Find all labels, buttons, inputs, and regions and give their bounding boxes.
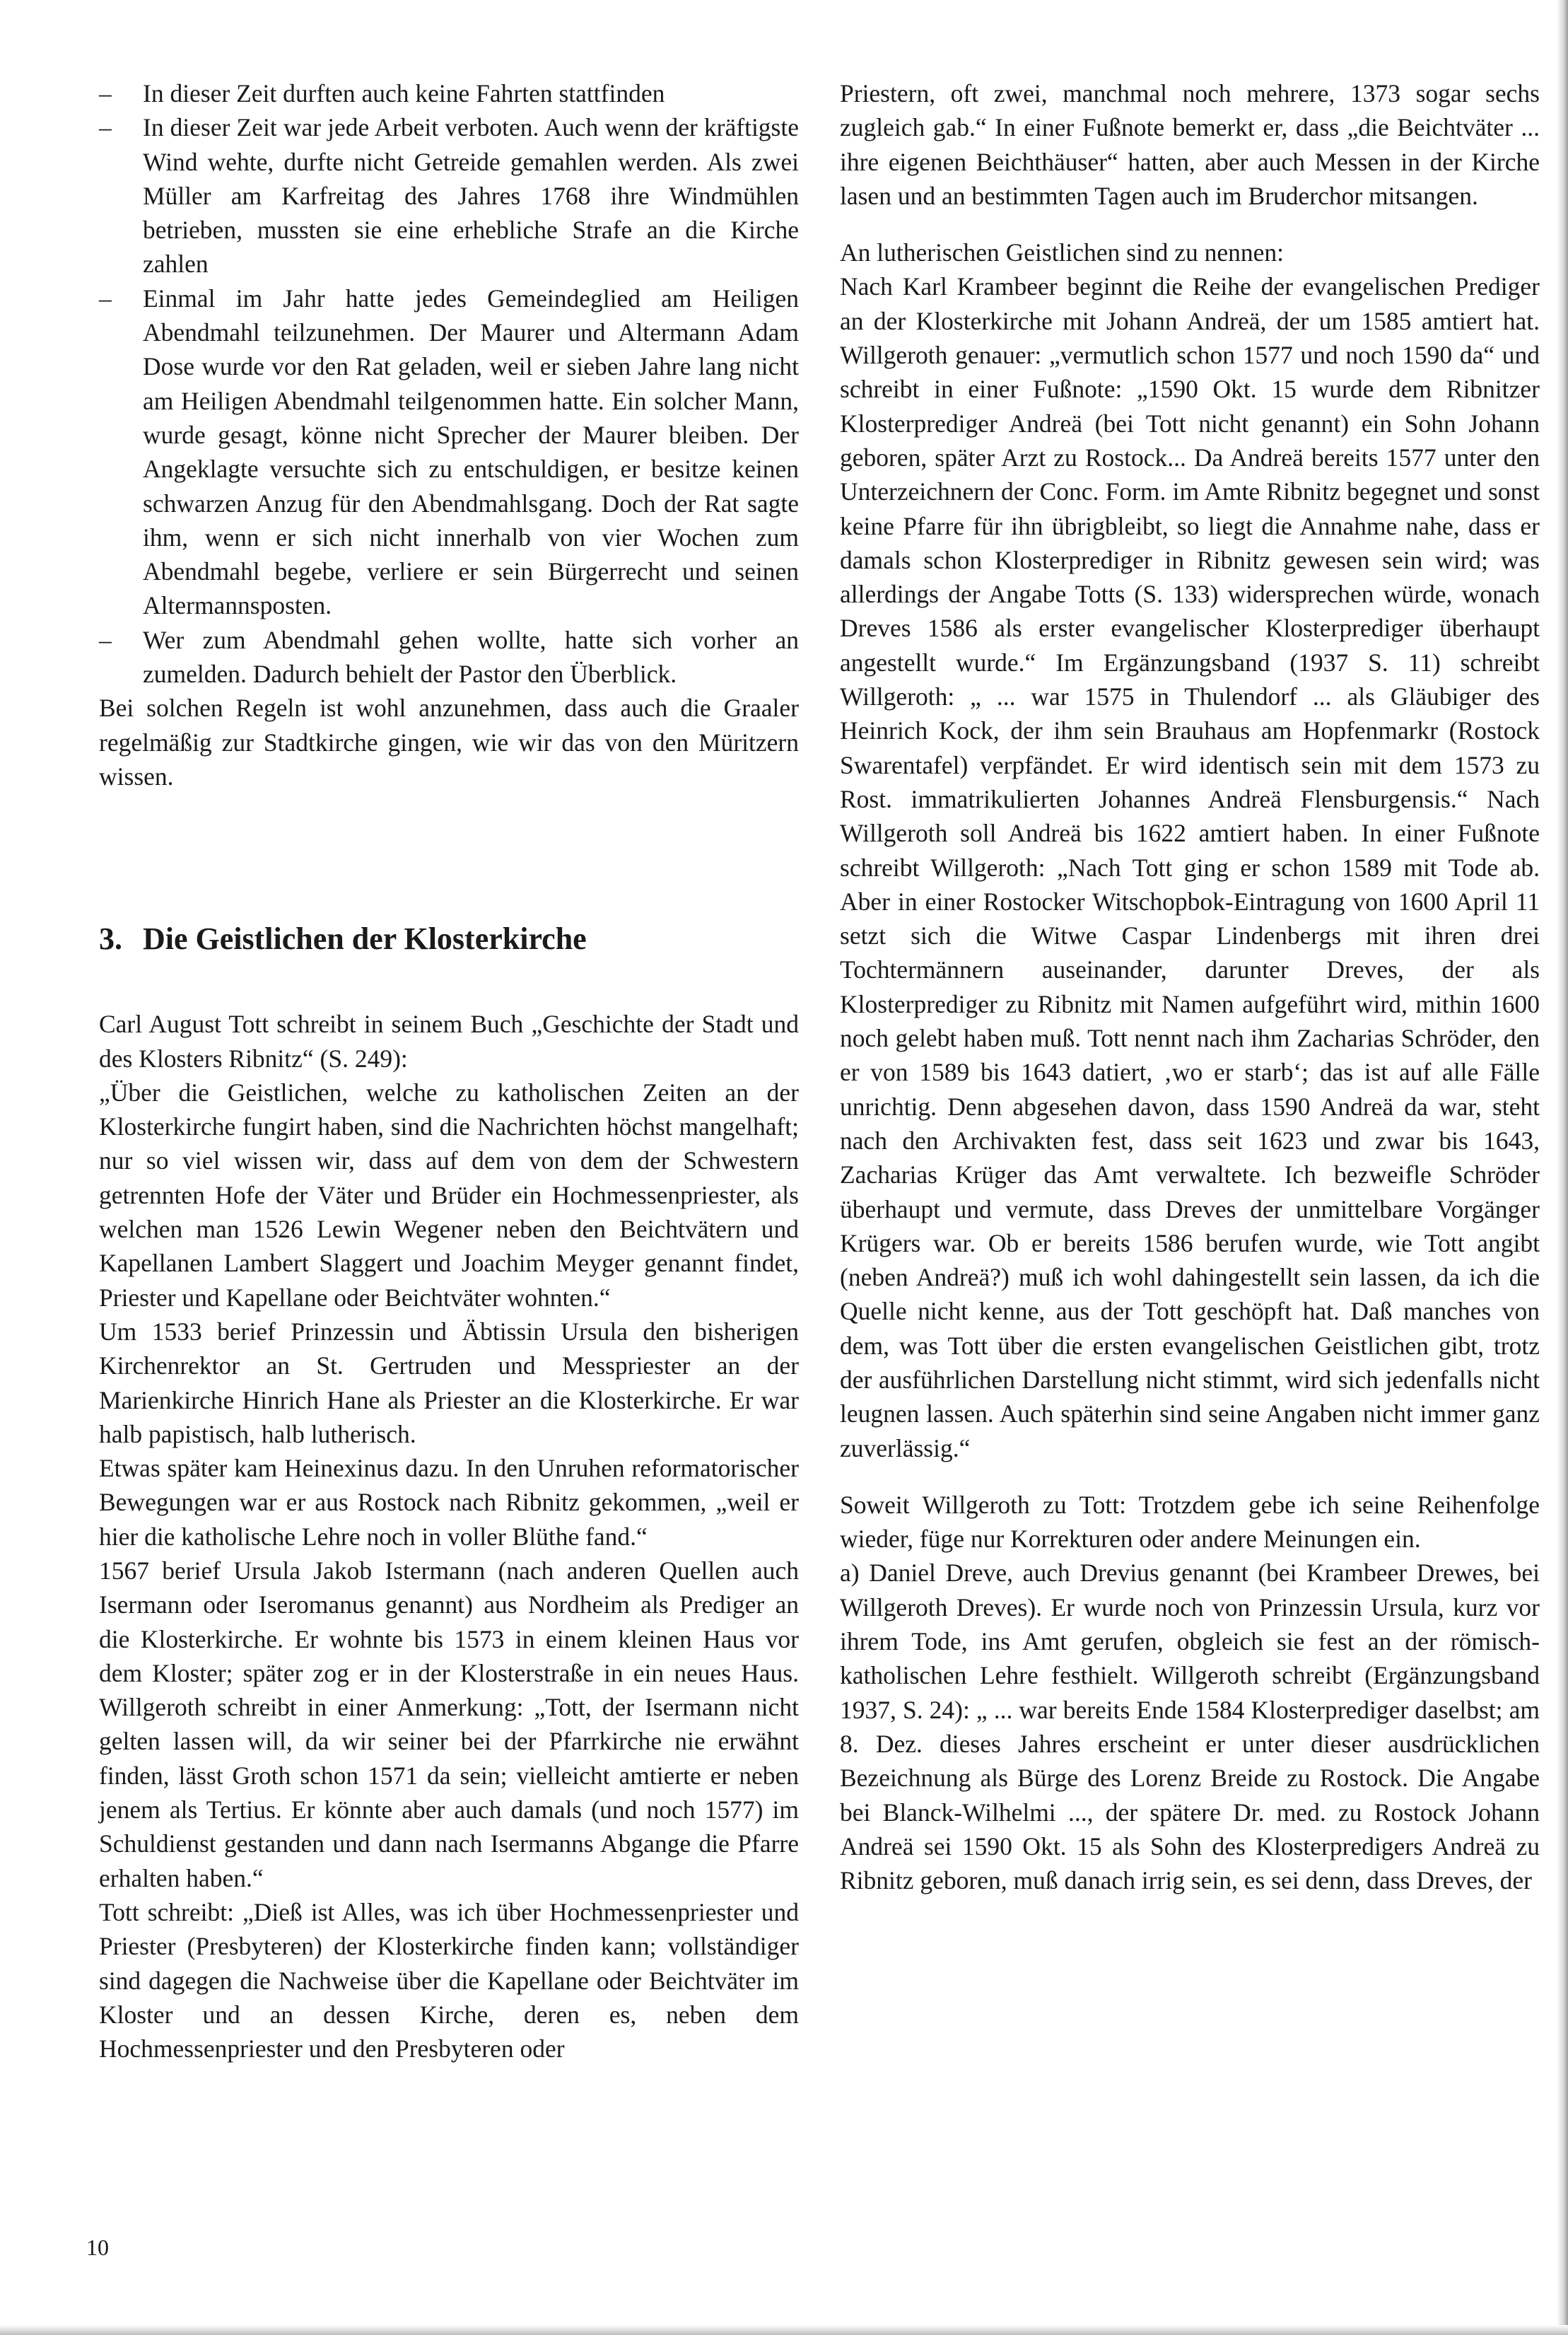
paragraph: Nach Karl Krambeer beginnt die Reihe der evangelischen Prediger an der Klosterkirche mit Johann Andreä, der um 1585 amtiert hat. Willgeroth genauer: „vermutlich schon 1577 und noch 1590 da“ und schreibt in einer Fußnote: „1590 Okt. 15 wurde dem Ribnitzer Klosterprediger Andreä (bei Tott nicht genannt) ein Sohn Johann geboren, später Arzt zu Rostock... Da Andreä bereits 1577 unter den Unterzeichnern der Conc. Form. im Amte Ribnitz begegnet und sonst keine Pfarre für ihn übrigbleibt, so liegt die Annahme nahe, dass er damals schon Klosterprediger in Ribnitz gewesen sein wird; was allerdings der Angabe Totts (S. 133) widersprechen würde, wonach Dreves 1586 als erster evangelischer Klosterprediger überhaupt angestellt wurde.“ Im Ergänzungsband (1937 S. 11) schreibt Willgeroth: „ ... war 1575 in Thulendorf ... als Gläubiger des Heinrich Kock, der ihm sein Brauhaus am Hopfenmarkr (Rostock Swarentafel) verpfändet. Er wird identisch sein mit dem 1573 zu Rost. immatrikulierten Johannes Andreä Flensburgensis.“ Nach Willgeroth soll Andreä bis 1622 amtiert haben. In einer Fußnote schreibt Willgeroth: „Nach Tott ging er schon 1589 mit Tode ab. Aber in einer Rostocker Witschopbok-Eintragung von 1600 April 11 setzt sich die Witwe Caspar Lindenbergs mit ihren drei Tochtermännern auseinander, darunter Dreves, der als Klosterprediger zu Ribnitz mit Namen aufgeführt wird, mithin 1600 noch gelebt haben muß. Tott nennt nach ihm Zacharias Schröder, den er von 1589 bis 1643 datiert, ‚wo er starb‘; das ist auf alle Fälle unrichtig. Denn abgesehen davon, dass 1590 Andreä da war, steht nach den Archivakten fest, dass seit 1623 und zwar bis 1643, Zacharias Krüger das Amt verwaltete. Ich bezweifle Schröder überhaupt und vermute, dass Dreves der unmittelbare Vorgänger Krügers war. Ob er bereits 1586 berufen wurde, wie Tott angibt (neben Andreä?) muß ich wohl dahingestellt sein lassen, da ich die Quelle nicht kenne, aus der Tott geschöpft hat. Daß manches von dem, was Tott über die ersten evangelischen Geistlichen gibt, trotz der ausführlichen Darstellung nicht stimmt, wird sich jedenfalls nicht leugnen lassen. Auch späterhin sind seine Angaben nicht immer ganz zuverlässig.“ — [840, 272, 1540, 1462]
paragraph: An lutherischen Geistlichen sind zu nennen: — [840, 238, 1284, 267]
list-item: – Wer zum Abendmahl gehen wollte, hatte sich vorher an zumelden. Dadurch behielt der Pastor den Überblick. — [99, 623, 799, 692]
paragraph: Carl August Tott schreibt in seinem Buch „Geschichte der Stadt und des Klosters Ribnitz“ (S. 249): — [99, 1010, 799, 1073]
right-column — [840, 76, 1540, 1897]
paragraph: Etwas später kam Heinexinus dazu. In den Unruhen reformatorischer Bewegungen war er aus Rostock nach Ribnitz gekommen, „weil er hier die katholische Lehre noch in voller Blüthe fand.“ — [99, 1454, 799, 1551]
paragraph: Bei solchen Regeln ist wohl anzunehmen, dass auch die Graaler regelmäßig zur Stadtkirche gingen, wie wir das von den Müritzern wissen. — [99, 694, 799, 791]
list-item: – In dieser Zeit durften auch keine Fahrten stattfinden — [99, 76, 799, 110]
paragraph: Soweit Willgeroth zu Tott: Trotzdem gebe ich seine Reihenfolge wieder, füge nur Korrekturen oder andere Meinungen ein. — [840, 1490, 1540, 1554]
page-edge-shadow — [0, 2325, 1568, 2335]
paragraph: Um 1533 berief Prinzessin und Äbtissin Ursula den bisherigen Kirchenrektor an St. Gertruden und Messpriester an der Marienkirche Hinrich Hane als Priester an die Klosterkirche. Er war halb papistisch, halb lutherisch. — [99, 1317, 799, 1448]
paragraph: Priestern, oft zwei, manchmal noch mehrere, 1373 sogar sechs zugleich gab.“ In einer Fußnote bemerkt er, dass „die Beichtväter ... ihre eigenen Beichthäuser“ hatten, aber auch Messen in der Kirche lasen und an bestimmten Tagen auch im Bruderchor mitsangen. — [840, 79, 1540, 210]
bullet-list — [99, 76, 799, 691]
list-item: a) Daniel Dreve, auch Drevius genannt (bei Krambeer Drewes, bei Willgeroth Dreves). Er wurde noch von Prinzessin Ursula, kurz vor ihrem Tode, ins Amt gerufen, obgleich sie fest an der römisch-katholischen Lehre festhielt. Willgeroth schreibt (Ergänzungsband 1937, S. 24): „ ... war bereits Ende 1584 Klosterprediger daselbst; am 8. Dez. dieses Jahres erscheint er unter dieser ausdrücklichen Bezeichnung als Bürge des Lorenz Breide zu Rostock. Die Angabe bei Blanck-Wilhelmi ..., der spätere Dr. med. zu Rostock Johann Andreä sei 1590 Okt. 15 als Sohn des Klosterpredigers Andreä zu Ribnitz geboren, muß danach irrig sein, es sei denn, dass Dreves, der — [840, 1559, 1540, 1895]
paragraph: Tott schreibt: „Dieß ist Alles, was ich über Hochmessenpriester und Priester (Presbyteren) der Klosterkirche finden kann; vollständiger sind dagegen die Nachweise über die Kapellane oder Beichtväter im Kloster und an dessen Kirche, deren es, neben dem Hochmessenpriester und den Presbyteren oder — [99, 1897, 799, 2063]
section-title: Die Geistlichen der Klosterkirche — [143, 921, 587, 957]
page-edge-shadow — [1557, 0, 1568, 2335]
section-heading — [99, 919, 799, 959]
left-column — [99, 76, 799, 2066]
page-number: 10 — [86, 2235, 109, 2260]
list-item: – Einmal im Jahr hatte jedes Gemeindeglied am Heiligen Abendmahl teilzunehmen. Der Maurer und Altermann Adam Dose wurde vor den Rat geladen, weil er sieben Jahre lang nicht am Heiligen Abendmahl teilgenommen hatte. Ein solcher Mann, wurde gesagt, könne nicht Sprecher der Maurer bleiben. Der Angeklagte versuchte sich zu entschuldigen, er besitze keinen schwarzen Anzug für den Abendmahlsgang. Doch der Rat sagte ihm, wenn er sich nicht innerhalb von vier Wochen zum Abendmahl begebe, verliere er sein Bürgerrecht und seinen Altermannsposten. — [99, 281, 799, 623]
section-number: 3. — [99, 921, 122, 957]
quote-paragraph: „Über die Geistlichen, welche zu katholischen Zeiten an der Klosterkirche fungirt haben, sind die Nachrichten höchst mangelhaft; nur so viel wissen wir, dass auf dem von dem der Schwestern getrennten Hofe der Väter und Brüder ein Hochmessenpriester, als welchen man 1526 Lewin Wegener neben den Beichtvätern und Kapellanen Lambert Slaggert und Joachim Meyger genannt findet, Priester und Kapellane oder Beichtväter wohnten.“ — [99, 1078, 799, 1312]
paragraph: 1567 berief Ursula Jakob Istermann (nach anderen Quellen auch Isermann oder Iseromanus genannt) aus Nordheim als Prediger an die Klosterkirche. Er wohnte bis 1573 in einem kleinen Haus vor dem Kloster; später zog er in der Klosterstraße in ein neues Haus. Willgeroth schreibt in einer Anmerkung: „Tott, der Isermann nicht gelten lassen will, da wir seiner bei der Pfarrkirche nie erwähnt finden, lässt Groth schon 1571 da sein; vielleicht amtierte er neben jenem als Tertius. Er könnte aber auch damals (und noch 1577) im Schuldienst gestanden und dann nach Isermanns Abgange die Pfarre erhalten haben.“ — [99, 1556, 799, 1892]
list-item: – In dieser Zeit war jede Arbeit verboten. Auch wenn der kräftigste Wind wehte, durfte nicht Getreide gemahlen werden. Als zwei Müller am Karfreitag des Jahres 1768 ihre Windmühlen betrieben, mussten sie eine erhebliche Strafe an die Kirche zahlen — [99, 110, 799, 281]
